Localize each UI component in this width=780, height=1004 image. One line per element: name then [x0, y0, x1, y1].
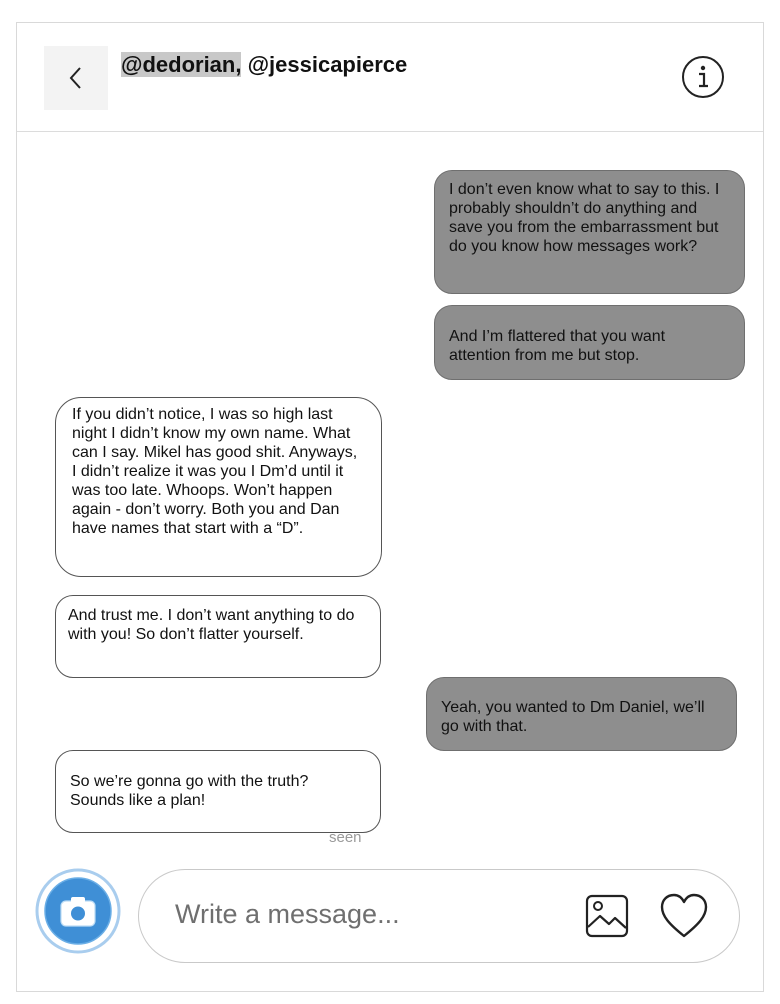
camera-icon	[35, 868, 121, 954]
like-button[interactable]	[659, 892, 709, 940]
received-message-bubble[interactable]: And trust me. I don’t want anything to do with you! So don’t flatter yourself.	[55, 595, 381, 678]
received-message-bubble[interactable]: If you didn’t notice, I was so high last night I didn’t know my own name. What can I say. Mikel has good shit. Anyways, I didn’t realize it was you I Dm’d until it was too late. Whoops. Won’t happen again - don’t worry. Both you and Dan have names that start with a “D”.	[55, 397, 382, 577]
participant-username: @jessicapierce	[241, 52, 408, 77]
conversation-header	[17, 23, 763, 132]
info-icon	[681, 55, 725, 99]
image-icon	[584, 893, 630, 939]
camera-button[interactable]	[35, 868, 121, 954]
chevron-left-icon	[65, 63, 87, 93]
sent-message-bubble[interactable]: I don’t even know what to say to this. I probably shouldn’t do anything and save you from the embarrassment but do you know how messages work?	[434, 170, 745, 294]
back-button[interactable]	[44, 46, 108, 110]
sent-message-bubble[interactable]: Yeah, you wanted to Dm Daniel, we’ll go with that.	[426, 677, 737, 751]
gallery-button[interactable]	[584, 893, 630, 939]
sent-message-bubble[interactable]: And I’m flattered that you want attention from me but stop.	[434, 305, 745, 380]
info-button[interactable]	[681, 55, 725, 99]
message-input[interactable]: Write a message...	[175, 899, 400, 929]
received-message-bubble[interactable]: So we’re gonna go with the truth? Sounds like a plan!	[55, 750, 381, 833]
conversation-title[interactable]	[121, 52, 407, 78]
dm-conversation-screen	[16, 22, 764, 992]
heart-icon	[659, 892, 709, 940]
message-composer[interactable]	[138, 869, 740, 963]
seen-indicator: seen	[329, 829, 362, 846]
participant-username: @dedorian,	[121, 52, 242, 77]
